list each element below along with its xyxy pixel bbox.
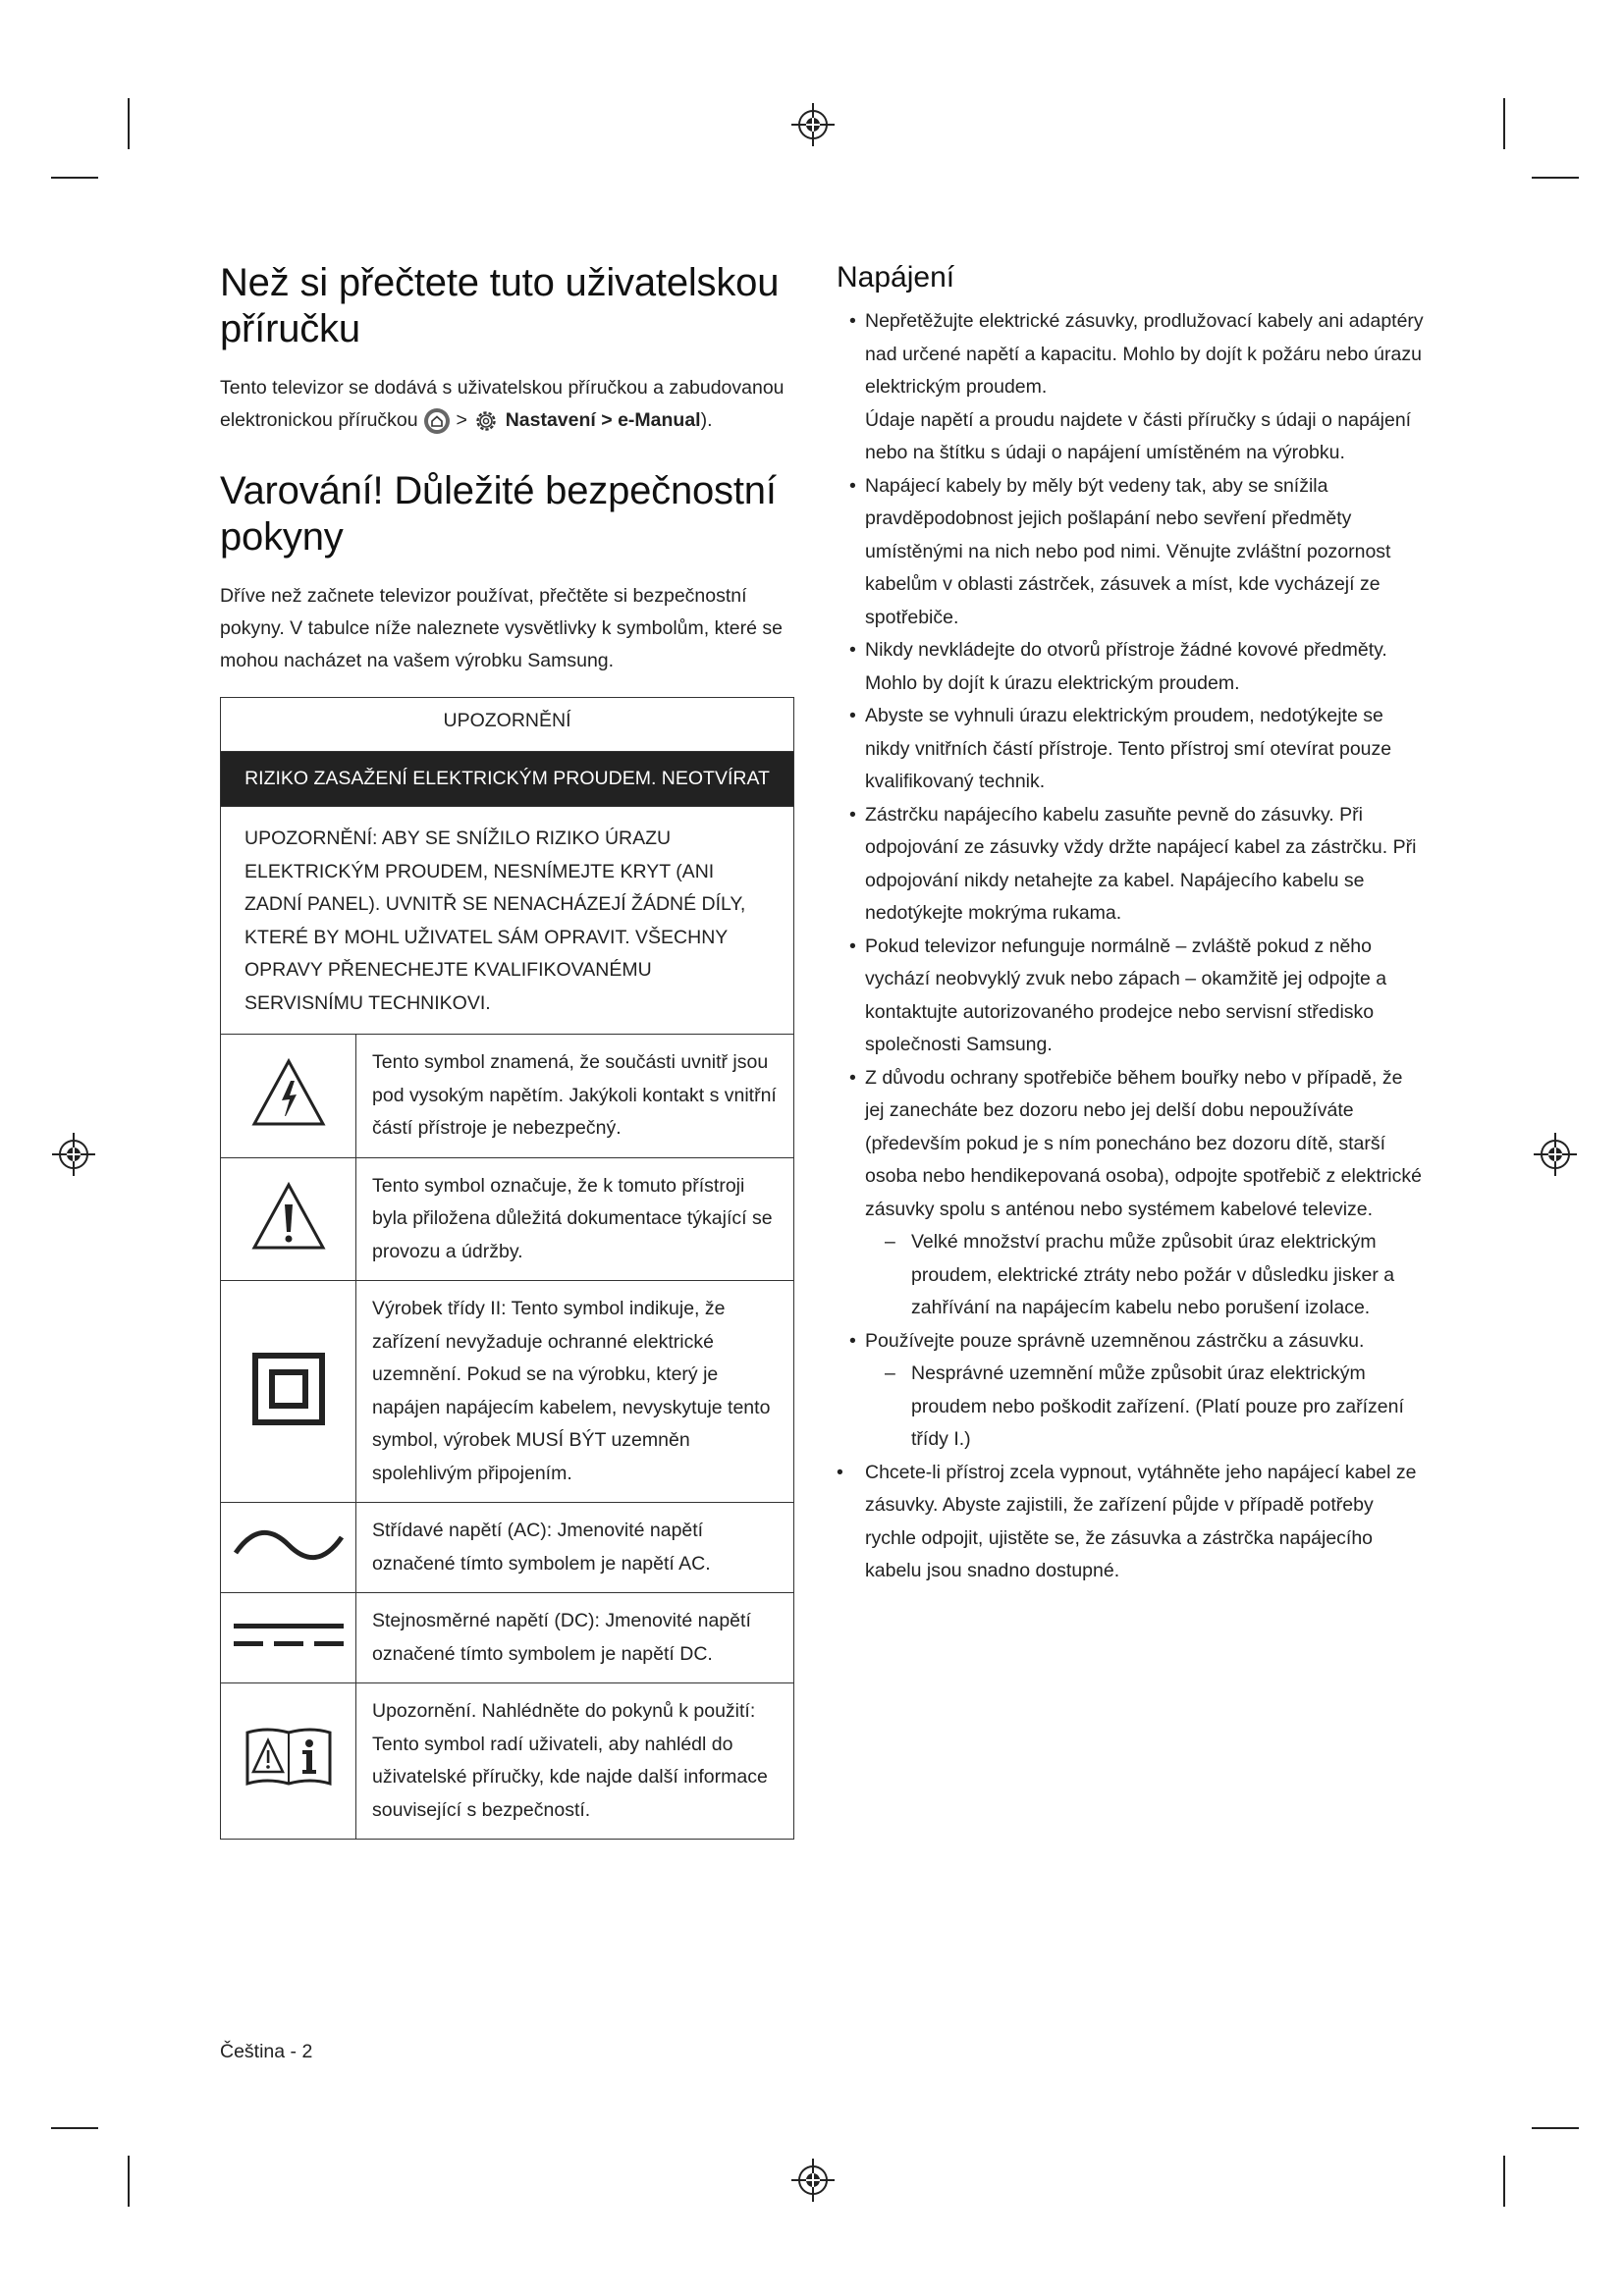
list-item xyxy=(837,931,1426,1062)
intro-end: ). xyxy=(700,409,713,431)
exclamation-triangle-icon xyxy=(250,1181,327,1252)
crop-mark xyxy=(1532,177,1579,179)
sub-item-text: Velké množství prachu může způsobit úraz elektrickým proudem, elektrické ztráty nebo požár v důsledku jisker a zahřívání na napájecím kabelu nebo porušení izolace. xyxy=(911,1231,1395,1318)
list-item xyxy=(837,634,1426,700)
list-item-text: • Abyste se vyhnuli úrazu elektrickým proudem, nedotýkejte se nikdy vnitřních částí přístroje. Tento přístroj smí otevírat pouze kvalifikovaný technik. xyxy=(865,705,1392,792)
settings-menu-label: Nastavení xyxy=(505,409,596,431)
crop-mark xyxy=(1532,2127,1579,2129)
section-heading: Napájení xyxy=(837,261,955,294)
lightning-triangle-icon xyxy=(250,1057,327,1128)
safety-symbols-table xyxy=(220,697,794,1840)
list-item xyxy=(837,1325,1426,1457)
registration-mark-icon xyxy=(791,103,835,146)
list-item-text: • Nikdy nevkládejte do otvorů přístroje žádné kovové předměty. Mohlo by dojít k úrazu elektrickým proudem. xyxy=(865,639,1387,694)
symbol-description: Stejnosměrné napětí (DC): Jmenovité napětí označené tímto symbolem je napětí DC. xyxy=(356,1593,794,1683)
class-ii-icon xyxy=(252,1353,325,1425)
symbol-description: Upozornění. Nahlédněte do pokynů k použití: Tento symbol radí uživateli, aby nahlédl do uživatelské příručky, kde najde další informace související s bezpečností. xyxy=(356,1683,794,1840)
list-item xyxy=(837,470,1426,635)
list-item-text: • Nepřetěžujte elektrické zásuvky, prodlužovací kabely ani adaptéry nad určené napětí a kapacitu. Mohlo by dojít k požáru nebo úrazu elektrickým proudem. xyxy=(865,310,1424,398)
list-item-text: • Z důvodu ochrany spotřebiče během bouřky nebo v případě, že jej zanecháte bez dozoru nebo jej delší dobu nepoužíváte (především pokud je s ním ponecháno bez dozoru dítě, starší osoba nebo hendikepovaná osoba), odpojte spotřebič z elektrické zásuvky spolu s anténou nebo systémem kabelové televize. xyxy=(865,1066,1422,1220)
read-manual-icon xyxy=(244,1725,334,1791)
list-item-text: • Chcete-li přístroj zcela vypnout, vytáhněte jeho napájecí kabel ze zásuvky. Abyste zajistili, že zařízení půjde v případě potřeby rychle odpojit, ujistěte se, že zásuvka a zástrčka napájecího kabelu jsou snadno dostupné. xyxy=(865,1461,1417,1581)
crop-mark xyxy=(128,2156,130,2207)
sub-item-text: Nesprávné uzemnění může způsobit úraz elektrickým proudem nebo poškodit zařízení. (Platí pouze pro zařízení třídy I.) xyxy=(911,1362,1404,1450)
table-row xyxy=(221,1503,794,1593)
dash-marker: – xyxy=(885,1362,895,1384)
list-item-text: • Napájecí kabely by měly být vedeny tak, aby se snížila pravděpodobnost jejich pošlapání nebo sevření předměty umístěnými na nich nebo pod nimi. Věnujte zvláštní pozornost kabelům v oblasti zástrček, zásuvek a míst, kde vycházejí ze spotřebiče. xyxy=(865,474,1391,628)
crop-mark xyxy=(51,177,98,179)
right-column xyxy=(837,260,1426,1588)
home-icon xyxy=(423,407,451,435)
crop-mark xyxy=(51,2127,98,2129)
symbol-description: Střídavé napětí (AC): Jmenovité napětí označené tímto symbolem je napětí AC. xyxy=(356,1503,794,1593)
registration-mark-icon xyxy=(791,2159,835,2202)
ac-voltage-icon xyxy=(232,1525,346,1565)
sub-item xyxy=(885,1358,1426,1457)
list-item xyxy=(837,799,1426,931)
left-column xyxy=(220,260,795,1840)
page-number: Čeština - 2 xyxy=(220,2041,313,2062)
intro-paragraph xyxy=(220,372,795,437)
symbol-description: Tento symbol znamená, že součásti uvnitř jsou pod vysokým napětím. Jakýkoli kontakt s vnitřní částí přístroje je nebezpečný. xyxy=(356,1035,794,1158)
list-item xyxy=(837,700,1426,799)
list-item-text: Údaje napětí a proudu najdete v části příručky s údaji o napájení nebo na štítku s údaji o napájení umístěném na výrobku. xyxy=(865,408,1412,463)
safety-paragraph: Dříve než začnete televizor používat, přečtěte si bezpečnostní pokyny. V tabulce níže naleznete vysvětlivky k symbolům, které se mohou nacházet na vašem výrobku Samsung. xyxy=(220,585,783,671)
path-separator: > xyxy=(601,409,613,431)
intro-text: Tento televizor se dodává s uživatelskou příručkou a zabudovanou elektronickou příručkou xyxy=(220,377,785,431)
registration-mark-icon xyxy=(52,1133,95,1176)
table-row xyxy=(221,1683,794,1840)
crop-mark xyxy=(1503,98,1505,149)
list-item xyxy=(837,1457,1426,1588)
table-row xyxy=(221,1157,794,1281)
list-item xyxy=(837,305,1426,470)
list-item-text: • Používejte pouze správně uzemněnou zástrčku a zásuvku. xyxy=(865,1329,1365,1352)
e-manual-label: e-Manual xyxy=(618,409,701,431)
symbol-description: Výrobek třídy II: Tento symbol indikuje, že zařízení nevyžaduje ochranné elektrické uzemnění. Pokud se na výrobku, který je napájen napájecím kabelem, nevyskytuje tento symbol, výrobek MUSÍ BÝT uzemněn spolehlivým připojením. xyxy=(356,1281,794,1503)
crop-mark xyxy=(128,98,130,149)
warning-heading: Varování! Důležité bezpečnostní pokyny xyxy=(220,469,777,559)
risk-header: RIZIKO ZASAŽENÍ ELEKTRICKÝM PROUDEM. NEOTVÍRAT xyxy=(221,752,794,807)
list-item xyxy=(837,1062,1426,1325)
crop-mark xyxy=(1503,2156,1505,2207)
power-safety-list xyxy=(837,305,1426,1588)
list-item-text: • Zástrčku napájecího kabelu zasuňte pevně do zásuvky. Při odpojování ze zásuvky vždy držte napájecí kabel za zástrčku. Při odpojování nikdy netahejte za kabel. Napájecího kabelu se nedotýkejte mokrýma rukama. xyxy=(865,803,1417,924)
page-title: Než si přečtete tuto uživatelskou příručku xyxy=(220,261,780,350)
caution-header: UPOZORNĚNÍ xyxy=(221,698,794,752)
registration-mark-icon xyxy=(1534,1133,1577,1176)
path-separator: > xyxy=(456,409,467,431)
dash-marker: – xyxy=(885,1231,895,1253)
gear-icon xyxy=(472,407,500,435)
table-row xyxy=(221,1281,794,1503)
table-row xyxy=(221,1593,794,1683)
sub-item xyxy=(885,1226,1426,1325)
table-row xyxy=(221,1035,794,1158)
dc-voltage-icon xyxy=(232,1618,346,1653)
symbol-description: Tento symbol označuje, že k tomuto přístroji byla přiložena důležitá dokumentace týkající se provozu a údržby. xyxy=(356,1157,794,1281)
caution-text: UPOZORNĚNÍ: ABY SE SNÍŽILO RIZIKO ÚRAZU ELEKTRICKÝM PROUDEM, NESNÍMEJTE KRYT (ANI ZADNÍ PANEL). UVNITŘ SE NENACHÁZEJÍ ŽÁDNÉ DÍLY, KTERÉ BY MOHL UŽIVATEL SÁM OPRAVIT. VŠECHNY OPRAVY PŘENECHEJTE KVALIFIKOVANÉMU SERVISNÍMU TECHNIKOVI. xyxy=(221,807,794,1035)
list-item-text: • Pokud televizor nefunguje normálně – zvláště pokud z něho vychází neobvyklý zvuk nebo zápach – okamžitě jej odpojte a kontaktujte autorizovaného prodejce nebo servisní středisko společnosti Samsung. xyxy=(865,934,1387,1055)
